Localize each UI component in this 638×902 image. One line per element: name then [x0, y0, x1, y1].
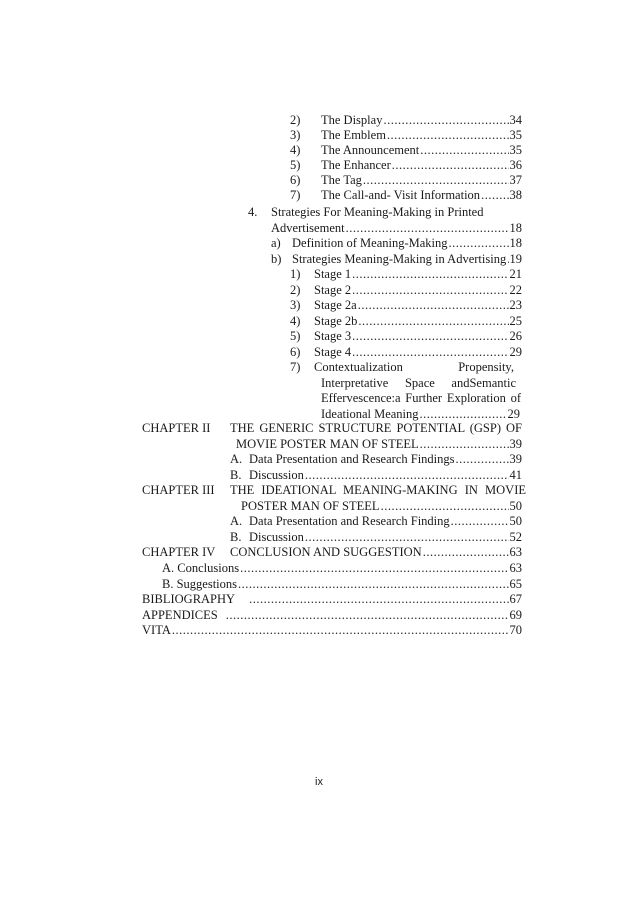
- toc-entry-stage[interactable]: [314, 297, 522, 314]
- toc-entry-number: 7): [290, 360, 301, 374]
- toc-entry-title: VITA: [142, 623, 171, 637]
- toc-entry-number: 4): [290, 143, 301, 157]
- toc-entry-title: The Tag: [321, 173, 362, 187]
- toc-entry-title: Definition of Meaning-Making: [292, 236, 448, 250]
- page-number: ix: [315, 776, 323, 788]
- toc-page-number: 69: [509, 608, 522, 622]
- leader-dots: [451, 513, 509, 530]
- toc-entry-number: B.: [230, 530, 242, 544]
- toc-entry-title: Advertisement: [271, 221, 345, 235]
- toc-entry-title: Discussion: [249, 468, 304, 482]
- toc-entry-title: Stage 1: [314, 267, 352, 281]
- toc-entry-title: Stage 4: [314, 345, 352, 359]
- toc-page-number: 18: [509, 236, 522, 250]
- toc-entry-stage[interactable]: [314, 328, 522, 345]
- toc-entry-chapter-4[interactable]: [230, 544, 522, 561]
- leader-dots: [240, 560, 508, 577]
- toc-page-number: 21: [509, 267, 522, 281]
- toc-entry-number: 2): [290, 283, 301, 297]
- toc-entry-title: Ideational Meaning: [321, 407, 419, 421]
- toc-entry-number: 1): [290, 267, 301, 281]
- toc-page-number: 52: [509, 530, 522, 544]
- toc-page-number: 50: [509, 499, 522, 513]
- toc-entry-number: B.: [230, 468, 242, 482]
- toc-entry-title: Strategies Meaning-Making in Advertising: [292, 252, 507, 266]
- toc-entry-title: A. Conclusions: [162, 561, 240, 575]
- toc-entry-conclusions[interactable]: [162, 560, 522, 577]
- toc-entry-title: MOVIE POSTER MAN OF STEEL: [236, 437, 419, 451]
- toc-entry-title: Stage 3: [314, 329, 352, 343]
- toc-page-number: 18: [509, 221, 522, 235]
- toc-entry-title: Discussion: [249, 530, 304, 544]
- chapter-label: CHAPTER II: [142, 421, 211, 435]
- chapter-label: CHAPTER III: [142, 483, 215, 497]
- toc-entry-title: APPENDICES: [142, 608, 218, 622]
- toc-entry-data-presentation[interactable]: [249, 451, 522, 468]
- toc-entry-title: The Emblem: [321, 128, 386, 142]
- toc-entry-number: 6): [290, 345, 301, 359]
- toc-entry-title: The Display: [321, 113, 383, 127]
- leader-dots: [449, 235, 509, 252]
- toc-page-number: 34: [509, 113, 522, 127]
- toc-entry-title: B. Suggestions: [162, 577, 238, 591]
- toc-entry-number: 5): [290, 329, 301, 343]
- toc-entry-title: Strategies For Meaning-Making in Printed: [271, 205, 484, 219]
- toc-page-number: 36: [509, 158, 522, 172]
- leader-dots: [481, 187, 508, 204]
- toc-entry-data-presentation[interactable]: [249, 513, 522, 530]
- toc-entry-title: BIBLIOGRAPHY: [142, 592, 236, 606]
- toc-page-number: 39: [509, 437, 522, 451]
- leader-dots: [172, 622, 509, 639]
- toc-entry-title: Data Presentation and Research Finding: [249, 514, 450, 528]
- toc-entry-number: 6): [290, 173, 301, 187]
- toc-entry-number: 4.: [248, 205, 258, 219]
- toc-page-number: 39: [509, 452, 522, 466]
- toc-page-number: 26: [509, 329, 522, 343]
- leader-dots: [352, 328, 508, 345]
- leader-dots: [352, 266, 508, 283]
- toc-entry-number: a): [271, 236, 281, 250]
- toc-entry-number: 2): [290, 113, 301, 127]
- leader-dots: [423, 544, 509, 561]
- toc-entry-number: 7): [290, 188, 301, 202]
- toc-page-number: 41: [509, 468, 522, 482]
- toc-entry-number: A.: [230, 452, 243, 466]
- toc-entry-title: Interpretative Space andSemantic: [321, 376, 516, 390]
- toc-entry-number: 4): [290, 314, 301, 328]
- chapter-label: CHAPTER IV: [142, 545, 216, 559]
- toc-page-number: 38: [509, 188, 522, 202]
- toc-page-number: 19: [509, 252, 522, 266]
- toc-entry-number: 3): [290, 128, 301, 142]
- toc-entry-title: Stage 2b: [314, 314, 358, 328]
- toc-page-number: 22: [509, 283, 522, 297]
- toc-entry-stage[interactable]: [314, 266, 522, 283]
- toc-page-number: 37: [509, 173, 522, 187]
- toc-entry-number: 3): [290, 298, 301, 312]
- toc-page-number: 63: [509, 561, 522, 575]
- toc-page-number: 29: [509, 345, 522, 359]
- toc-entry-title: The Enhancer: [321, 158, 391, 172]
- toc-page-number: 70: [509, 623, 522, 637]
- toc-page-number: 29: [507, 407, 520, 421]
- toc-entry-title: THE IDEATIONAL MEANING-MAKING IN MOVIE: [230, 483, 526, 497]
- toc-entry-title: CONCLUSION AND SUGGESTION: [230, 545, 422, 559]
- toc-entry-title: The Announcement: [321, 143, 420, 157]
- toc-page-number: 65: [509, 577, 522, 591]
- toc-entry-call[interactable]: [321, 187, 522, 204]
- toc-entry-title: Contextualization Propensity,: [314, 360, 514, 374]
- leader-dots: [456, 451, 509, 468]
- toc-entry-bibliography[interactable]: [142, 591, 522, 608]
- toc-entry-title: Data Presentation and Research Findings: [249, 452, 455, 466]
- toc-entry-title: Stage 2a: [314, 298, 357, 312]
- leader-dots: [358, 297, 509, 314]
- toc-page-number: 67: [509, 592, 522, 606]
- toc-page-number: 63: [509, 545, 522, 559]
- toc-page-number: 23: [509, 298, 522, 312]
- toc-page-number: 25: [509, 314, 522, 328]
- leader-dots: [249, 591, 508, 608]
- toc-entry-vita[interactable]: [142, 622, 522, 639]
- toc-entry-number: A.: [230, 514, 243, 528]
- toc-page-number: 35: [509, 128, 522, 142]
- toc-entry-title: Stage 2: [314, 283, 352, 297]
- toc-entry-title: POSTER MAN OF STEEL: [241, 499, 380, 513]
- toc-entry-definition[interactable]: [292, 235, 522, 252]
- toc-entry-number: b): [271, 252, 282, 266]
- toc-entry-title: The Call-and- Visit Information: [321, 188, 481, 202]
- toc-page-number: 35: [509, 143, 522, 157]
- toc-page-number: 50: [509, 514, 522, 528]
- toc-entry-number: 5): [290, 158, 301, 172]
- toc-entry-title: Effervescence:a Further Exploration of: [321, 391, 521, 405]
- toc-entry-title: THE GENERIC STRUCTURE POTENTIAL (GSP) OF: [230, 421, 522, 435]
